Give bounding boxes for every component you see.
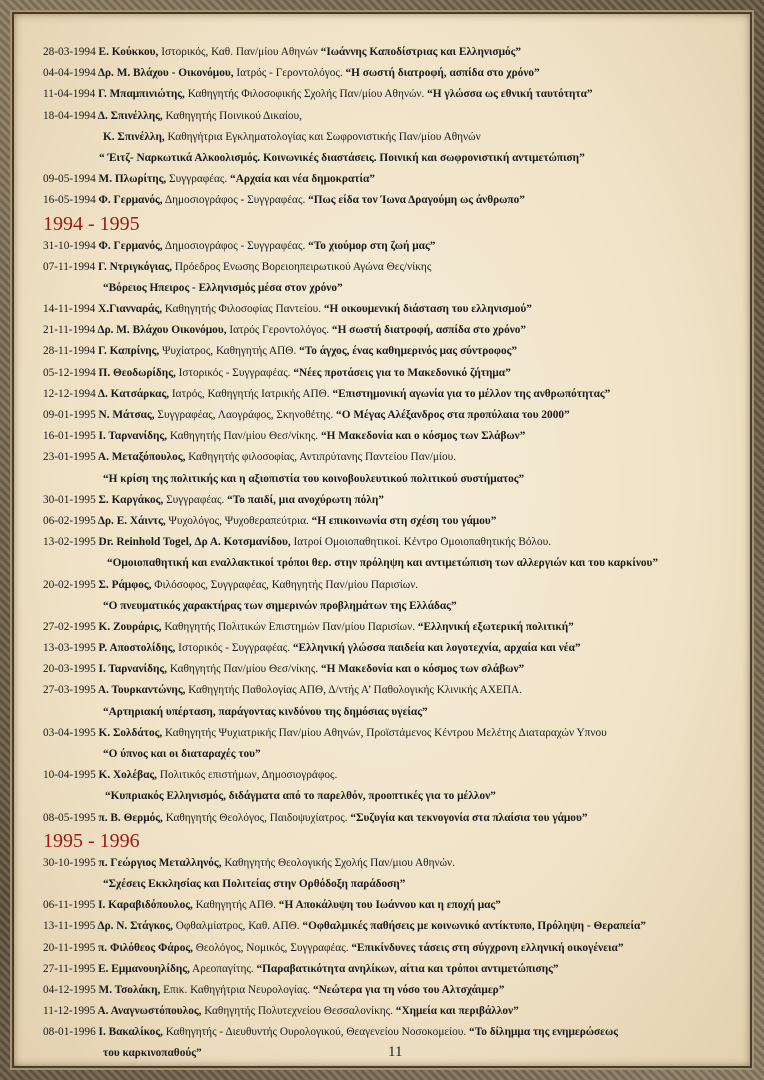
speaker-name: Μ. Τσολάκη, [95, 983, 161, 996]
speaker-description: Επικ. Καθηγήτρια Νευρολογίας. [160, 983, 311, 996]
lecture-date: 20-03-1995 [43, 663, 96, 676]
speaker-name: Φ. Γερμανός, [95, 194, 163, 207]
lecture-continuation [43, 596, 758, 617]
lecture-date: 30-10-1995 [43, 856, 96, 869]
speaker-name: Κ. Χολέβας, [95, 769, 158, 782]
speaker-name: Κ. Σολδάτος, [95, 726, 163, 739]
lecture-entry [43, 106, 758, 127]
speaker-description: Καθηγητής Θεολογικής Σχολής Παν/μιου Αθηνών. [221, 856, 455, 869]
page-number: 11 [388, 1044, 403, 1060]
lecture-date: 16-05-1994 [43, 194, 96, 207]
lecture-title: “Ο ύπνος και οι διαταραχές του” [103, 748, 261, 760]
speaker-description: Ιστορικός, Καθ. Παν/μίου Αθηνών [158, 46, 321, 58]
lecture-date: 14-11-1994 [43, 303, 96, 316]
speaker-name: Σ. Καργάκος, [95, 493, 164, 506]
speaker-name: Α. Αναγνωστόπουλος, [95, 1005, 202, 1018]
lecture-entry [43, 1022, 758, 1043]
lecture-continuation [43, 874, 758, 895]
lecture-title: “Ελληνική γλώσσα παιδεία και λογοτεχνία, αρχαία και νέα” [290, 642, 581, 655]
lecture-date: 06-02-1995 [43, 514, 96, 527]
speaker-name: Δρ. Μ. Βλάχου Οικονόμου, [95, 324, 227, 337]
speaker-description: Καθηγητής - Διευθυντής Ουρολογικού, Θεαγενείου Νοσοκομείου. [162, 1026, 467, 1039]
speaker-description: Θεολόγος, Νομικός, Συγγραφέας. [192, 941, 349, 954]
speaker-name: Α. Μεταξόπουλος, [95, 451, 186, 464]
lecture-entry [43, 169, 758, 190]
lecture-entry [43, 190, 758, 211]
speaker-name: Ε. Κούκκου, [95, 46, 159, 58]
lecture-continuation [43, 148, 758, 169]
lecture-entry [43, 938, 758, 959]
speaker-description: Ιατρός, Καθηγητής Ιατρικής ΑΠΘ. [169, 387, 330, 400]
lecture-title: “Πως είδα τον Ίωνα Δραγούμη ως άνθρωπο” [305, 194, 525, 207]
lecture-title: “Η Αποκάλυψη του Ιωάννου και η εποχή μας” [275, 899, 501, 912]
lecture-date: 18-04-1994 [43, 109, 96, 122]
speaker-name: Σ. Ράμφος, [95, 578, 152, 591]
speaker-description: Ιστορικός - Συγγραφέας. [175, 642, 291, 655]
lecture-title: “Βόρειος Ηπειρος - Ελληνισμός μέσα στον χρόνο” [103, 281, 343, 294]
lecture-entry [43, 765, 758, 786]
speaker-description: Ιατρός Γεροντολόγος. [226, 324, 330, 337]
lecture-date: 05-12-1994 [43, 366, 96, 379]
lecture-title: “Χημεία και περιβάλλον” [392, 1005, 519, 1018]
speaker-description: Καθηγητής Ποινικού Δικαίου, [162, 109, 302, 122]
lecture-title: “Η σωστή διατροφή, ασπίδα στο χρόνο” [342, 67, 540, 80]
lecture-entry [43, 341, 758, 362]
speaker-description: Οφθαλμίατρος, Καθ. ΑΠΘ. [172, 920, 300, 933]
speaker-description: Δημοσιογράφος - Συγγραφέας. [162, 239, 306, 252]
lecture-date: 04-12-1995 [43, 983, 96, 996]
lecture-date: 11-12-1995 [43, 1005, 96, 1018]
lecture-title: “Επικίνδυνες τάσεις στη σύγχρονη ελληνική οικογένεια” [348, 941, 624, 954]
speaker-name: Dr. Reinhold Togel, Δρ Α. Κοτσμανίδου, [95, 536, 291, 549]
lecture-date: 04-04-1994 [43, 67, 96, 80]
lecture-date: 09-05-1994 [43, 173, 96, 186]
speaker-description: Καθηγητής Πολυτεχνείου Θεσσαλονίκης. [201, 1005, 393, 1018]
lecture-title: του καρκινοπαθούς” [103, 1047, 202, 1060]
lecture-entry [43, 808, 758, 829]
season-heading: 1995 - 1996 [43, 829, 140, 852]
speaker-name: Ν. Μάτσας, [95, 409, 155, 421]
lecture-date: 20-02-1995 [43, 578, 96, 591]
speaker-description: Δημοσιογράφος - Συγγραφέας. [162, 194, 306, 207]
lecture-entry [43, 84, 758, 105]
lecture-title: “Παραβατικότητα ανηλίκων, αίτια και τρόποι αντιμετώπισης” [253, 962, 559, 975]
lecture-title: “Η επικοινωνία στη σχέση του γάμου” [308, 514, 497, 527]
lecture-entry [43, 916, 758, 937]
speaker-name: Δ. Κατσάρκας, [95, 387, 170, 400]
lecture-title: “Συζυγία και τεκνογονία στα πλαίσια του γάμου” [347, 811, 588, 824]
speaker-name: Γ. Καπρίνης, [95, 345, 160, 358]
lecture-title: “Το άγχος, ένας καθημερινός μας σύντροφος” [296, 345, 518, 358]
lecture-date: 20-11-1995 [43, 941, 96, 954]
speaker-description: Πολιτικός επιστήμων, Δημοσιογράφος. [157, 769, 338, 782]
lecture-title: “Αρχαία και νέα δημοκρατία” [227, 173, 375, 186]
lecture-date: 13-02-1995 [43, 536, 96, 549]
speaker-name: Α. Τουρκαντώνης, [95, 684, 186, 697]
lecture-entry [43, 405, 758, 426]
lecture-entry [43, 426, 758, 447]
lecture-date: 03-04-1995 [43, 726, 96, 739]
lecture-title: “Το χιούμορ στη ζωή μας” [305, 239, 436, 252]
lecture-date: 27-02-1995 [43, 620, 96, 633]
speaker-name: Δρ. Ν. Στάγκος, [95, 920, 173, 933]
page [14, 14, 750, 1066]
lecture-entry [43, 575, 758, 596]
speaker-description: Ιστορικός - Συγγραφέας. [175, 366, 291, 379]
speaker-name: Ι. Ταρνανίδης, [95, 430, 168, 443]
lecture-entry [43, 895, 758, 916]
speaker-name: Ι. Ταρνανίδης, [95, 663, 168, 676]
lecture-date: 28-11-1994 [43, 345, 96, 358]
speaker-name: Ι. Βακαλίκος, [95, 1026, 163, 1039]
lecture-title: “Αρτηριακή υπέρταση, παράγοντας κινδύνου της δημόσιας υγείας” [103, 705, 428, 718]
lecture-entry [43, 320, 758, 341]
lecture-entry [43, 490, 758, 511]
speaker-description: Ιατροί Ομοιοπαθητικοί. Κέντρο Ομοιοπαθητικής Βόλου. [290, 536, 552, 549]
lecture-date: 27-11-1995 [43, 962, 96, 975]
lecture-title: “Η γλώσσα ως εθνική ταυτότητα” [424, 88, 593, 101]
speaker-description: Καθηγητής φιλοσοφίας, Αντιπρύτανης Παντείου Παν/μίου. [185, 451, 457, 464]
lecture-entry [43, 617, 758, 638]
lecture-date: 10-04-1995 [43, 769, 96, 782]
speaker-name: Δρ. Ε. Χάιντς, [95, 514, 166, 527]
lecture-entry [43, 63, 758, 84]
speaker-name: Ι. Καραβιδόπουλος, [95, 899, 193, 912]
lecture-title: “Η σωστή διατροφή, ασπίδα στο χρόνο” [329, 324, 527, 337]
speaker-name: Κ. Σπινέλλη, [103, 130, 165, 143]
speaker-description: Συγγραφέας, Λαογράφος, Σκηνοθέτης. [154, 409, 334, 421]
speaker-description: Καθηγητής ΑΠΘ. [192, 899, 276, 912]
speaker-description: Φιλόσοφος, Συγγραφέας, Καθηγητής Παν/μίου Παρισίων. [151, 578, 419, 591]
lecture-date: 31-10-1994 [43, 239, 96, 252]
lecture-date: 16-01-1995 [43, 430, 96, 443]
lecture-entry [43, 236, 758, 257]
lecture-title: “Επιστημονική αγωνία για το μέλλον της ανθρωπότητας” [329, 387, 611, 400]
lecture-entry [43, 723, 758, 744]
lecture-date: 09-01-1995 [43, 409, 96, 421]
lecture-title: “Ομοιοπαθητική και εναλλακτικοί τρόποι θερ. στην πρόληψη και αντιμετώπιση των αλλεργιών και του καρκίνου” [107, 557, 659, 570]
lecture-date: 30-01-1995 [43, 493, 96, 506]
speaker-description: Καθηγητής Θεολόγος, Παιδοψυχίατρος. [162, 811, 348, 824]
lecture-date: 08-01-1996 [43, 1026, 96, 1039]
speaker-description: Ψυχολόγος, Ψυχοθεραπεύτρια. [165, 514, 309, 527]
speaker-name: Ρ. Αποστολίδης, [95, 642, 176, 655]
lecture-continuation [43, 127, 758, 148]
speaker-name: Χ.Γιανναράς, [95, 303, 163, 316]
speaker-name: π. Β. Θερμός, [95, 811, 163, 824]
speaker-name: Κ. Ζουράρις, [95, 620, 162, 633]
speaker-description: Ιατρός - Γεροντολόγος. [233, 67, 343, 80]
lecture-title: “Το παιδί, μια ανοχύρωτη πόλη” [224, 493, 384, 506]
speaker-name: Φ. Γερμανός, [95, 239, 163, 252]
lecture-title: “Νέες προτάσεις για το Μακεδονικό ζήτημα” [290, 366, 511, 379]
speaker-description: Καθηγήτρια Εγκληματολογίας και Σωφρονιστικής Παν/μίου Αθηνών [164, 130, 481, 143]
speaker-name: Δρ. Μ. Βλάχου - Οικονόμου, [95, 67, 234, 80]
lecture-entry [43, 363, 758, 384]
lecture-continuation [43, 278, 758, 299]
speaker-description: Καθηγητής Ψυχιατρικής Παν/μίου Αθηνών, Προϊστάμενος Κέντρου Μελέτης Διαταραχών Υπνου [162, 726, 607, 739]
lecture-entry [43, 959, 758, 980]
lecture-entry [43, 511, 758, 532]
lecture-entry [43, 680, 758, 701]
speaker-name: Δ. Σπινέλλης, [95, 109, 163, 122]
lecture-entry [43, 659, 758, 680]
lecture-date: 27-03-1995 [43, 684, 96, 697]
lecture-title: “Η Μακεδονία και ο κόσμος των Σλάβων” [318, 430, 526, 443]
speaker-description: Καθηγητής Φιλοσοφικής Σχολής Παν/μίου Αθηνών. [184, 88, 425, 101]
lecture-title: “Ελληνική εξωτερική πολιτική” [415, 620, 574, 633]
speaker-name: π. Γεώργιος Μεταλληνός, [95, 856, 222, 869]
lecture-date: 08-05-1995 [43, 811, 96, 824]
lecture-title: “Το δίλημμα της ενημερώσεως [466, 1026, 618, 1039]
lecture-date: 13-11-1995 [43, 920, 96, 933]
lecture-date: 06-11-1995 [43, 899, 96, 912]
lecture-entry [43, 257, 758, 278]
lecture-entry [43, 299, 758, 320]
speaker-name: Π. Θεοδωρίδης, [95, 366, 176, 379]
lecture-entry [43, 447, 758, 468]
lecture-title: “Η Μακεδονία και ο κόσμος των σλάβων” [318, 663, 525, 676]
lecture-title: “Ο Μέγας Αλέξανδρος στα προπύλαια του 2000” [333, 409, 570, 421]
lecture-entry [43, 638, 758, 659]
lecture-entry [43, 853, 758, 874]
speaker-description: Καθηγητής Φιλοσοφίας Παντείου. [162, 303, 322, 316]
lecture-title: “Ο πνευματικός χαρακτήρας των σημερινών προβλημάτων της Ελλάδας” [103, 599, 457, 612]
lecture-date: 23-01-1995 [43, 451, 96, 464]
speaker-name: π. Φιλόθεος Φάρος, [95, 941, 193, 954]
lecture-title: “Η κρίση της πολιτικής και η αξιοπιστία του κοινοβουλευτικού πολιτικού συστήματος” [103, 472, 525, 485]
lecture-title: “ Έιτζ- Ναρκωτικά Αλκοολισμός. Κοινωνικές διαστάσεις. Ποινική και σωφρονιστική αντιμετώπιση” [99, 151, 585, 164]
lecture-continuation [43, 469, 758, 490]
lecture-continuation [43, 786, 758, 807]
speaker-name: Ε. Εμμανουηλίδης, [95, 962, 190, 975]
speaker-description: Καθηγητής Παθολογίας ΑΠΘ, Δ/ντής Α’ Παθολογικής Κλινικής ΑΧΕΠΑ. [185, 684, 523, 697]
lecture-entry [43, 42, 758, 63]
lecture-entry [43, 980, 758, 1001]
lecture-title: “Κυπριακός Ελληνισμός, διδάγματα από το παρελθόν, προοπτικές για το μέλλον” [105, 790, 496, 803]
lecture-title: “Ιωάννης Καποδίστριας και Ελληνισμός” [320, 46, 522, 58]
lecture-date: 12-12-1994 [43, 387, 96, 400]
lecture-continuation [43, 744, 758, 765]
speaker-description: Καθηγητής Παν/μίου Θεσ/νίκης. [167, 430, 319, 443]
season-heading: 1994 - 1995 [43, 212, 140, 235]
speaker-name: Μ. Πλωρίτης, [95, 173, 167, 186]
speaker-description: Πρόεδρος Ενωσης Βορειοηπειρωτικού Αγώνα Θες/νίκης [172, 260, 432, 273]
lecture-date: 21-11-1994 [43, 324, 96, 337]
speaker-description: Ψυχίατρος, Καθηγητής ΑΠΘ. [159, 345, 297, 358]
lecture-entry [43, 532, 758, 553]
lecture-date: 11-04-1994 [43, 88, 96, 101]
lecture-title: “Σχέσεις Εκκλησίας και Πολιτείας στην Ορθόδοξη παράδοση” [103, 877, 406, 890]
speaker-description: Καθηγητής Πολιτικών Επιστημών Παν/μίου Παρισίων. [161, 620, 416, 633]
speaker-description: Συγγραφέας. [163, 493, 225, 506]
speaker-name: Γ. Μπαμπινιώτης, [95, 88, 185, 101]
lecture-continuation [43, 553, 758, 574]
lecture-date: 13-03-1995 [43, 642, 96, 655]
lecture-date: 07-11-1994 [43, 260, 96, 273]
lecture-title: “Η οικουμενική διάσταση του ελληνισμού” [321, 303, 532, 316]
lecture-list [43, 42, 758, 1065]
speaker-name: Γ. Ντριγκόγιας, [95, 260, 173, 273]
lecture-entry [43, 384, 758, 405]
speaker-description: Αρεοπαγίτης. [189, 962, 254, 975]
speaker-description: Καθηγητής Παν/μίου Θεσ/νίκης. [167, 663, 319, 676]
speaker-description: Συγγραφέας. [166, 173, 228, 186]
lecture-entry [43, 1001, 758, 1022]
lecture-title: “Οφθαλμικές παθήσεις με κοινωνικό αντίκτυπο, Πρόληψη - Θεραπεία” [299, 920, 646, 933]
lecture-date: 28-03-1994 [43, 46, 96, 58]
lecture-continuation [43, 702, 758, 723]
lecture-title: “Νεώτερα για τη νόσο του Αλτσχάιμερ” [310, 983, 505, 996]
